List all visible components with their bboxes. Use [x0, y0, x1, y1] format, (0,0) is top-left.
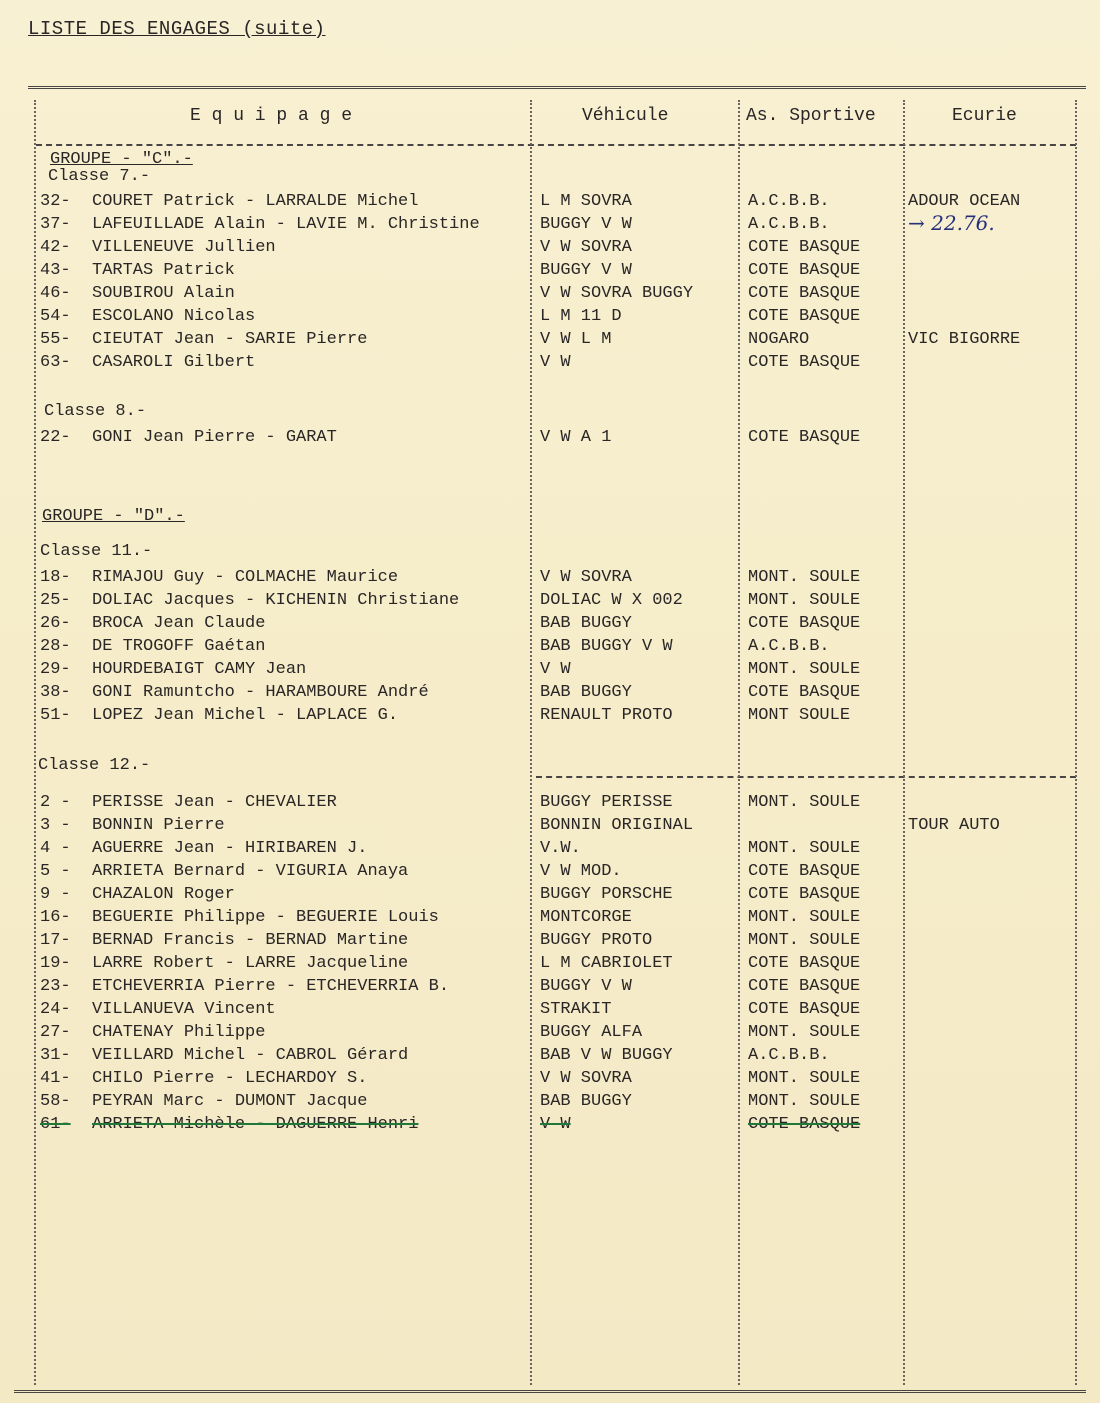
entry-vehicle: L M CABRIOLET: [540, 954, 673, 973]
entry-crew: LOPEZ Jean Michel - LAPLACE G.: [92, 706, 399, 725]
entry-association: COTE BASQUE: [748, 428, 861, 447]
classe-11-label: Classe 11.-: [40, 542, 153, 561]
entry-number: 4 -: [40, 839, 71, 858]
entry-number: 29-: [40, 660, 71, 679]
entry-vehicle: BUGGY PERISSE: [540, 793, 673, 812]
entry-vehicle: BONNIN ORIGINAL: [540, 816, 694, 835]
entry-association: MONT. SOULE: [748, 931, 861, 950]
entry-association: COTE BASQUE: [748, 862, 861, 881]
entry-association: COTE BASQUE: [748, 261, 861, 280]
entry-crew: DOLIAC Jacques - KICHENIN Christiane: [92, 591, 460, 610]
entry-vehicle: RENAULT PROTO: [540, 706, 673, 725]
entry-crew: DE TROGOFF Gaétan: [92, 637, 266, 656]
entry-vehicle: V W MOD.: [540, 862, 622, 881]
header-rule: [36, 144, 1076, 146]
entry-association: MONT. SOULE: [748, 660, 861, 679]
entry-crew: HOURDEBAIGT CAMY Jean: [92, 660, 307, 679]
classe-8-label: Classe 8.-: [44, 402, 147, 421]
entry-vehicle: V W SOVRA BUGGY: [540, 284, 694, 303]
entry-vehicle: V W SOVRA: [540, 568, 632, 587]
entry-crew: RIMAJOU Guy - COLMACHE Maurice: [92, 568, 399, 587]
entry-crew: CHAZALON Roger: [92, 885, 235, 904]
entry-number: 19-: [40, 954, 71, 973]
entry-number: 38-: [40, 683, 71, 702]
entry-crew: LAFEUILLADE Alain - LAVIE M. Christine: [92, 215, 480, 234]
header-vehicule: Véhicule: [582, 106, 669, 126]
entry-ecurie: → 22.76.: [908, 211, 995, 235]
entry-association: COTE BASQUE: [748, 307, 861, 326]
entry-crew: PERISSE Jean - CHEVALIER: [92, 793, 337, 812]
entry-vehicle: L M SOVRA: [540, 192, 632, 211]
entry-crew: BERNAD Francis - BERNAD Martine: [92, 931, 409, 950]
entry-number: 23-: [40, 977, 71, 996]
entry-vehicle: V.W.: [540, 839, 581, 858]
entry-crew: ARRIETA Michèle - DAGUERRE Henri: [92, 1115, 419, 1134]
entry-association: A.C.B.B.: [748, 637, 830, 656]
entry-number: 17-: [40, 931, 71, 950]
entry-association: MONT. SOULE: [748, 568, 861, 587]
entry-crew: GONI Jean Pierre - GARAT: [92, 428, 337, 447]
entry-crew: BONNIN Pierre: [92, 816, 225, 835]
entry-association: COTE BASQUE: [748, 885, 861, 904]
entry-vehicle: L M 11 D: [540, 307, 622, 326]
entry-number: 24-: [40, 1000, 71, 1019]
entry-vehicle: BAB BUGGY V W: [540, 637, 673, 656]
entry-number: 42-: [40, 238, 71, 257]
entry-association: MONT. SOULE: [748, 1023, 861, 1042]
entry-vehicle: BUGGY V W: [540, 261, 632, 280]
entry-number: 28-: [40, 637, 71, 656]
top-double-rule: [28, 86, 1086, 89]
section-rule: [536, 776, 1076, 778]
entry-crew: GONI Ramuntcho - HARAMBOURE André: [92, 683, 429, 702]
entry-number: 3 -: [40, 816, 71, 835]
entry-association: A.C.B.B.: [748, 192, 830, 211]
entry-crew: ARRIETA Bernard - VIGURIA Anaya: [92, 862, 409, 881]
entry-ecurie: TOUR AUTO: [908, 816, 1000, 835]
entry-vehicle: BAB BUGGY: [540, 683, 632, 702]
entry-number: 46-: [40, 284, 71, 303]
entry-vehicle: V W: [540, 660, 571, 679]
entry-crew: AGUERRE Jean - HIRIBAREN J.: [92, 839, 368, 858]
entry-crew: BROCA Jean Claude: [92, 614, 266, 633]
entry-number: 61-: [40, 1115, 71, 1134]
entry-number: 51-: [40, 706, 71, 725]
entry-vehicle: V W SOVRA: [540, 238, 632, 257]
entry-crew: LARRE Robert - LARRE Jacqueline: [92, 954, 409, 973]
entry-crew: TARTAS Patrick: [92, 261, 235, 280]
entry-crew: ESCOLANO Nicolas: [92, 307, 256, 326]
entry-crew: ETCHEVERRIA Pierre - ETCHEVERRIA B.: [92, 977, 450, 996]
entry-association: MONT. SOULE: [748, 1092, 861, 1111]
classe-12-label: Classe 12.-: [38, 756, 151, 775]
header-as-sportive: As. Sportive: [746, 106, 876, 126]
entry-number: 58-: [40, 1092, 71, 1111]
entry-association: COTE BASQUE: [748, 954, 861, 973]
entry-vehicle: V W: [540, 353, 571, 372]
column-rule-left: [34, 100, 36, 1385]
entry-association: COTE BASQUE: [748, 683, 861, 702]
entry-vehicle: BAB BUGGY: [540, 614, 632, 633]
entry-association: MONT. SOULE: [748, 591, 861, 610]
entry-number: 22-: [40, 428, 71, 447]
entry-crew: VEILLARD Michel - CABROL Gérard: [92, 1046, 409, 1065]
entry-vehicle: BUGGY PORSCHE: [540, 885, 673, 904]
entry-vehicle: MONTCORGE: [540, 908, 632, 927]
group-c-label: GROUPE - "C".-: [50, 150, 193, 169]
entry-crew: CIEUTAT Jean - SARIE Pierre: [92, 330, 368, 349]
entry-association: COTE BASQUE: [748, 284, 861, 303]
entry-vehicle: BUGGY ALFA: [540, 1023, 643, 1042]
entry-vehicle: BUGGY V W: [540, 215, 632, 234]
entry-number: 54-: [40, 307, 71, 326]
entry-association: COTE BASQUE: [748, 238, 861, 257]
entry-number: 25-: [40, 591, 71, 610]
entry-vehicle: BUGGY V W: [540, 977, 632, 996]
entry-vehicle: BAB V W BUGGY: [540, 1046, 673, 1065]
entry-number: 41-: [40, 1069, 71, 1088]
column-rule-vehicule: [530, 100, 532, 1385]
entry-number: 5 -: [40, 862, 71, 881]
entry-number: 31-: [40, 1046, 71, 1065]
entry-vehicle: STRAKIT: [540, 1000, 612, 1019]
entry-association: MONT. SOULE: [748, 839, 861, 858]
entry-vehicle: V W A 1: [540, 428, 612, 447]
entry-crew: BEGUERIE Philippe - BEGUERIE Louis: [92, 908, 439, 927]
entry-crew: CASAROLI Gilbert: [92, 353, 256, 372]
entry-number: 32-: [40, 192, 71, 211]
entry-number: 18-: [40, 568, 71, 587]
entry-association: MONT. SOULE: [748, 908, 861, 927]
entry-number: 55-: [40, 330, 71, 349]
entry-association: A.C.B.B.: [748, 1046, 830, 1065]
entry-vehicle: V W L M: [540, 330, 612, 349]
bottom-double-rule: [14, 1390, 1086, 1393]
entry-association: COTE BASQUE: [748, 353, 861, 372]
entry-number: 27-: [40, 1023, 71, 1042]
classe-7-label: Classe 7.-: [48, 167, 151, 186]
page-title: LISTE DES ENGAGES (suite): [28, 18, 326, 40]
entry-crew: PEYRAN Marc - DUMONT Jacque: [92, 1092, 368, 1111]
column-rule-right: [1075, 100, 1077, 1385]
entry-ecurie: VIC BIGORRE: [908, 330, 1021, 349]
entry-number: 16-: [40, 908, 71, 927]
entry-association: MONT SOULE: [748, 706, 851, 725]
entry-association: NOGARO: [748, 330, 810, 349]
entry-association: COTE BASQUE: [748, 977, 861, 996]
entry-vehicle: V W: [540, 1115, 571, 1134]
entry-crew: COURET Patrick - LARRALDE Michel: [92, 192, 419, 211]
entry-crew: CHATENAY Philippe: [92, 1023, 266, 1042]
entry-crew: SOUBIROU Alain: [92, 284, 235, 303]
entry-number: 63-: [40, 353, 71, 372]
entry-number: 43-: [40, 261, 71, 280]
entry-number: 2 -: [40, 793, 71, 812]
entry-ecurie: ADOUR OCEAN: [908, 192, 1021, 211]
entry-vehicle: DOLIAC W X 002: [540, 591, 683, 610]
entry-crew: VILLANUEVA Vincent: [92, 1000, 276, 1019]
entry-association: MONT. SOULE: [748, 793, 861, 812]
entry-vehicle: BAB BUGGY: [540, 1092, 632, 1111]
entry-crew: VILLENEUVE Jullien: [92, 238, 276, 257]
column-rule-asso: [738, 100, 740, 1385]
entry-association: A.C.B.B.: [748, 215, 830, 234]
entry-vehicle: BUGGY PROTO: [540, 931, 653, 950]
entry-vehicle: V W SOVRA: [540, 1069, 632, 1088]
entry-number: 9 -: [40, 885, 71, 904]
entry-association: MONT. SOULE: [748, 1069, 861, 1088]
entry-number: 26-: [40, 614, 71, 633]
header-ecurie: Ecurie: [952, 106, 1017, 126]
entry-number: 37-: [40, 215, 71, 234]
entry-crew: CHILO Pierre - LECHARDOY S.: [92, 1069, 368, 1088]
entry-association: COTE BASQUE: [748, 1000, 861, 1019]
column-rule-ecurie: [903, 100, 905, 1385]
entry-association: COTE BASQUE: [748, 1115, 861, 1134]
entry-association: COTE BASQUE: [748, 614, 861, 633]
header-equipage: E q u i p a g e: [190, 106, 353, 126]
group-d-label: GROUPE - "D".-: [42, 507, 185, 526]
